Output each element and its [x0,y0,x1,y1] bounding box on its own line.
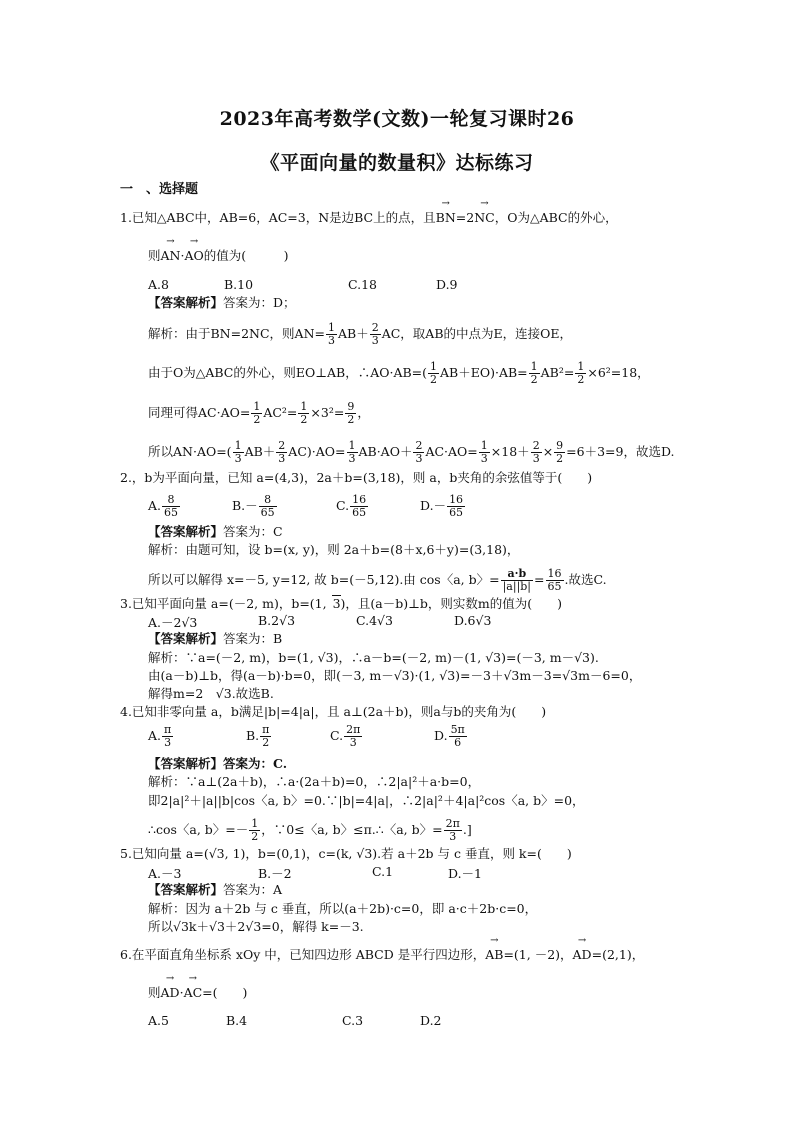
fraction: $\frac{1}{2}$ [430,360,438,386]
fraction: $\frac{8}{65}$ [260,493,275,519]
vector-ad: → AD [161,985,180,1000]
fraction: $\frac{9}{2}$ [347,400,355,426]
q6-ask: 则→ AD·→ AC=( ) [148,985,247,1000]
q1-solution-line3: 同理可得AC·AO= $\frac{1}{2}$ AC²= $\frac{1}{2}$ ×3²= $\frac{9}{2}$ ， [148,400,370,426]
fraction: $\frac{2}{3}$ [532,439,540,465]
q6-option-c: C.3 [342,1013,364,1028]
vector-bn: → BN [436,210,456,225]
q6-stem: 6.在平面直角坐标系 xOy 中，已知四边形 ABCD 是平行四边形，→ AB=(1, －2)，→ AD=(2,1)， [120,947,644,962]
fraction: $\frac{1}{3}$ [348,439,356,465]
q2-option-d: D.－ $\frac{16}{65}$ [420,493,464,519]
fraction: $\frac{16}{65}$ [352,493,367,519]
fraction: $\frac{16}{65}$ [449,493,464,519]
sqrt: 3 [332,596,341,611]
q5-solution-line2: 所以√3k＋√3＋2√3=0，解得 k=－3. [148,919,364,934]
fraction: $\frac{1}{3}$ [234,439,242,465]
fraction: $\frac{1}{2}$ [300,400,308,426]
q4-option-c: C. $\frac{2\pi}{3}$ [330,723,361,749]
q2-answer: 【答案解析】答案为：C [148,524,283,539]
q5-option-a: A.－3 [148,866,182,881]
q4-solution-line1: 解析：∵a⊥(2a＋b)，∴a·(2a＋b)=0，∴2|a|²＋a·b=0， [148,774,481,789]
q1-option-d: D.9 [436,277,458,292]
document-subtitle: 《平面向量的数量积》达标练习 [260,152,534,174]
fraction: $\frac{1}{2}$ [253,400,261,426]
q5-solution-line1: 解析：因为 a＋2b 与 c 垂直，所以(a＋2b)·c=0，即 a·c＋2b·c=0， [148,901,538,916]
q3-solution-line2: 由(a－b)⊥b，得(a－b)·b=0，即(－3, m－√3)·(1, √3)=－3＋√3m－3=√3m－6=0， [148,668,642,683]
fraction: $\frac{a\cdot b}{|a||b|}$ [502,567,532,593]
vector-ad: → AD [573,947,592,962]
q4-stem: 4.已知非零向量 a，b满足|b|=4|a|，且 a⊥(2a＋b)，则a与b的夹角为( ) [120,704,547,719]
vector-ab: → AB [485,947,503,962]
q4-answer: 【答案解析】答案为：C. [148,756,288,771]
q1-solution-line2: 由于O为△ABC的外心，则EO⊥AB，∴AO·AB=( $\frac{1}{2}$ AB＋EO)·AB= $\frac{1}{2}$ AB²= $\frac{1}{2}$ ×6²=18， [148,360,650,386]
fraction: $\frac{2\pi}{3}$ [346,723,361,749]
q1-option-a: A.8 [148,277,169,292]
q1-answer: 【答案解析】答案为：D； [148,295,296,310]
vector-ao: → AO [184,248,203,263]
fraction: $\frac{1}{3}$ [480,439,488,465]
q6-option-b: B.4 [226,1013,248,1028]
q3-answer: 【答案解析】答案为：B [148,631,283,646]
q1-option-b: B.10 [224,277,254,292]
q2-option-b: B.－ $\frac{8}{65}$ [232,493,275,519]
q5-answer: 【答案解析】答案为：A [148,882,283,897]
q4-solution-line2: 即2|a|²＋|a||b|cos〈a, b〉=0.∵|b|=4|a|，∴2|a|²＋4|a|²cos〈a, b〉=0， [148,793,585,808]
fraction: $\frac{5\pi}{6}$ [450,723,465,749]
q4-option-b: B. $\frac{\pi}{2}$ [246,723,270,749]
fraction: $\frac{2}{3}$ [415,439,423,465]
q3-option-b: B.2√3 [258,613,296,628]
q3-option-d: D.6√3 [454,613,492,628]
fraction: $\frac{1}{2}$ [530,360,538,386]
fraction: $\frac{1}{2}$ [577,360,585,386]
fraction: $\frac{9}{2}$ [556,439,564,465]
q3-option-a: A.－2√3 [148,615,198,630]
q1-ask: 则→ AN·→ AO的值为( ) [148,248,289,263]
q2-solution-line2: 所以可以解得 x=－5, y=12, 故 b=(－5,12).由 cos〈a, b〉= $\frac{a\cdot b}{|a||b|}$ = $\frac{16}{65}$ .故选C. [148,567,607,593]
q1-solution-line4: 所以AN·AO=( $\frac{1}{3}$ AB＋ $\frac{2}{3}$ AC)·AO= $\frac{1}{3}$ AB·AO＋ $\frac{2}{3}$ AC·AO= $\frac{1}{3}$ ×18＋ $\frac{2}{3}$ × $\frac{9}{2}$ =6＋3=9，故选D. [148,439,675,465]
q2-option-c: C. $\frac{16}{65}$ [336,493,367,519]
q4-option-d: D. $\frac{5\pi}{6}$ [434,723,465,749]
q4-option-a: A. $\frac{\pi}{3}$ [148,723,172,749]
fraction: $\frac{2}{3}$ [278,439,286,465]
q3-option-c: C.4√3 [356,613,393,628]
vector-nc: → NC [474,210,495,225]
q6-option-d: D.2 [420,1013,442,1028]
q3-stem: 3.已知平面向量 a=(－2, m)，b=(1, 3)，且(a－b)⊥b，则实数m的值为( ) [120,596,562,611]
q6-option-a: A.5 [148,1013,169,1028]
q5-option-c: C.1 [372,864,394,879]
fraction: $\frac{16}{65}$ [547,567,562,593]
fraction: $\frac{\pi}{3}$ [164,723,172,749]
q3-solution-line1: 解析：∵a=(－2, m)，b=(1, √3)，∴a－b=(－2, m)－(1, √3)=(－3, m－√3). [148,650,599,665]
q5-stem: 5.已知向量 a=(√3, 1)，b=(0,1)，c=(k, √3).若 a＋2b 与 c 垂直，则 k=( ) [120,846,572,861]
fraction: $\frac{\pi}{2}$ [262,723,270,749]
vector-an: → AN [161,248,181,263]
q2-stem: 2.，b为平面向量，已知 a=(4,3)，2a＋b=(3,18)，则 a，b夹角的余弦值等于( ) [120,470,593,485]
fraction: $\frac{8}{65}$ [164,493,179,519]
document-title: 2023年高考数学(文数)一轮复习课时26 [219,108,575,130]
fraction: $\frac{1}{3}$ [328,321,335,347]
q1-option-c: C.18 [348,277,377,292]
fraction: $\frac{2}{3}$ [371,321,379,347]
fraction: $\frac{1}{2}$ [251,817,259,843]
q2-option-a: A. $\frac{8}{65}$ [148,493,179,519]
section-heading: 一 、选择题 [120,182,199,197]
q4-solution-line3: ∴cos〈a, b〉=－ $\frac{1}{2}$ ，∵0≤〈a, b〉≤π.∴〈a, b〉= $\frac{2\pi}{3}$ .] [148,817,472,843]
q5-option-d: D.－1 [448,866,483,881]
q2-solution-line1: 解析：由题可知，设 b=(x, y)，则 2a＋b=(8＋x,6＋y)=(3,18)， [148,542,520,557]
q1-solution-line1: 解析：由于BN=2NC，则AN= $\frac{1}{3}$ AB＋ $\frac{2}{3}$ AC，取AB的中点为E，连接OE， [148,321,573,347]
vector-ac: → AC [184,985,203,1000]
fraction: $\frac{2\pi}{3}$ [445,817,460,843]
q3-solution-line3: 解得m=2 √3.故选B. [148,686,274,701]
q5-option-b: B.－2 [258,866,292,881]
q1-stem: 1.已知△ABC中，AB=6，AC=3，N是边BC上的点，且→ BN=2→ NC，O为△ABC的外心， [120,210,618,225]
